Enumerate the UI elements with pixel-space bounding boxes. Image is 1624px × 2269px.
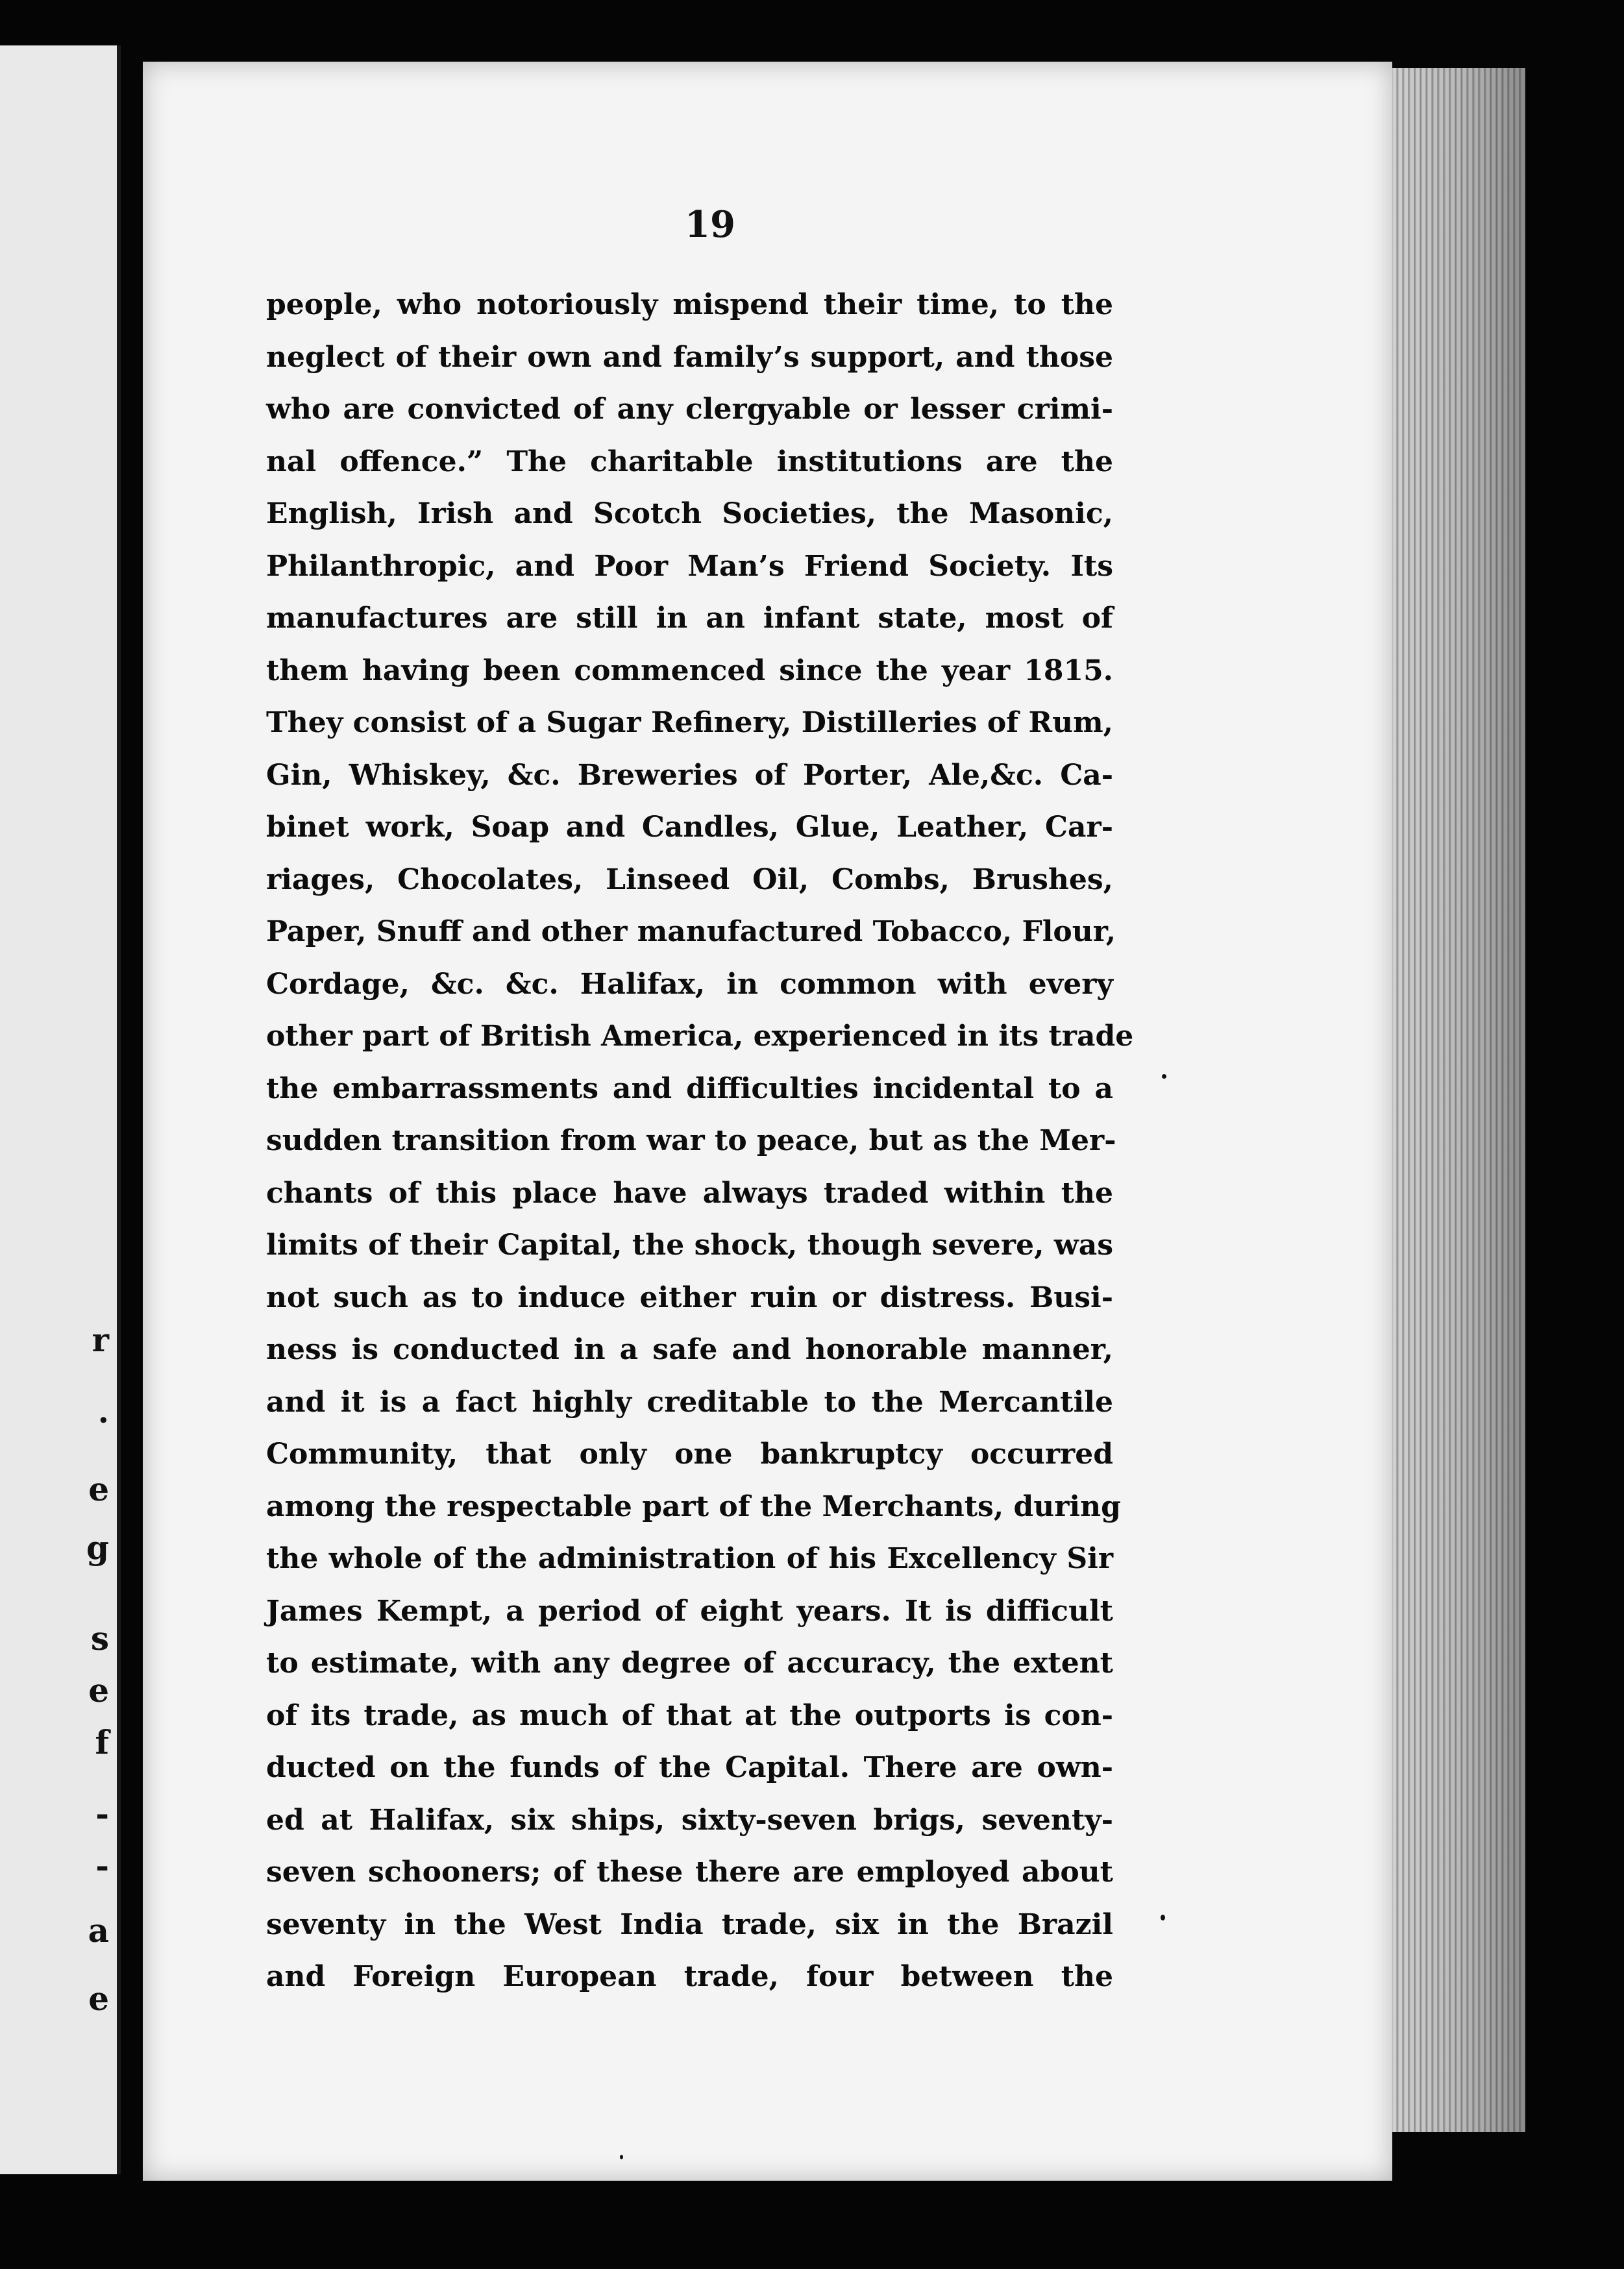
text-line: binet work, Soap and Candles, Glue, Leather, Car- <box>266 811 1113 844</box>
text-line: Cordage, &c. &c. Halifax, in common with every <box>266 967 1113 1001</box>
text-line: They consist of a Sugar Refinery, Distilleries of Rum, <box>266 706 1113 739</box>
fragment-char: . <box>97 1392 109 1430</box>
text-line: Paper, Snuff and other manufactured Tobacco, Flour, <box>266 915 1116 948</box>
text-line: the embarrassments and difficulties incidental to a <box>266 1072 1113 1105</box>
text-line: Community, that only one bankruptcy occurred <box>266 1438 1113 1471</box>
text-line: James Kempt, a period of eight years. It is difficult <box>266 1594 1113 1628</box>
fragment-char: e <box>88 1671 109 1710</box>
text-line: neglect of their own and family’s support, and those <box>266 340 1113 374</box>
text-line: Philanthropic, and Poor Man’s Friend Society. Its <box>266 549 1113 583</box>
fragment-char: e <box>88 1980 109 2018</box>
text-line: sudden transition from war to peace, but as the Mer- <box>266 1124 1116 1157</box>
text-line: riages, Chocolates, Linseed Oil, Combs, Brushes, <box>266 863 1113 896</box>
text-line: manufactures are still in an infant state, most of <box>266 602 1113 635</box>
text-line: nal offence.” The charitable institutions are the <box>266 445 1113 478</box>
text-line: English, Irish and Scotch Societies, the Masonic, <box>266 497 1113 530</box>
fragment-char: g <box>86 1528 109 1567</box>
fragment-char: - <box>95 1846 109 1885</box>
text-line: and it is a fact highly creditable to the Mercantile <box>266 1385 1113 1419</box>
text-line: and Foreign European trade, four between the <box>266 1960 1113 1993</box>
text-line: seventy in the West India trade, six in the Brazil <box>266 1907 1113 1941</box>
page-edge-shadow <box>1370 68 1525 2132</box>
text-line: limits of their Capital, the shock, though severe, was <box>266 1229 1113 1262</box>
text-line: ducted on the funds of the Capital. There are own- <box>266 1751 1113 1784</box>
ink-speck <box>1162 1074 1166 1079</box>
text-line: ness is conducted in a safe and honorable manner, <box>266 1333 1113 1366</box>
text-line: seven schooners; of these there are employed about <box>266 1856 1113 1889</box>
fragment-char: e <box>88 1470 109 1508</box>
text-line: who are convicted of any clergyable or lesser crimi- <box>266 393 1113 426</box>
previous-page-edge <box>0 45 121 2174</box>
text-line: people, who notoriously mispend their time, to the <box>266 288 1113 321</box>
text-line: not such as to induce either ruin or distress. Busi- <box>266 1281 1113 1314</box>
text-line: Gin, Whiskey, &c. Breweries of Porter, Ale,&c. Ca- <box>266 758 1113 792</box>
text-line: to estimate, with any degree of accuracy, the extent <box>266 1647 1113 1680</box>
page-number: 19 <box>685 203 735 246</box>
ink-speck <box>1161 1915 1165 1920</box>
text-line: ed at Halifax, six ships, sixty-seven brigs, seventy- <box>266 1803 1113 1837</box>
page-body-text <box>266 279 1134 2004</box>
text-line: the whole of the administration of his Excellency Sir <box>266 1542 1113 1575</box>
text-line: chants of this place have always traded within the <box>266 1176 1113 1210</box>
text-line: other part of British America, experienced in its trade <box>266 1020 1134 1053</box>
ink-speck <box>620 2155 623 2159</box>
fragment-char: f <box>95 1723 109 1761</box>
text-line: them having been commenced since the year 1815. <box>266 654 1113 687</box>
text-line: among the respectable part of the Merchants, during <box>266 1490 1121 1523</box>
text-line: of its trade, as much of that at the outports is con- <box>266 1699 1113 1732</box>
previous-page-fragments <box>0 45 117 2174</box>
fragment-char: s <box>90 1619 109 1658</box>
fragment-char: - <box>95 1795 109 1833</box>
fragment-char: a <box>88 1911 109 1950</box>
fragment-char: r <box>92 1321 109 1359</box>
